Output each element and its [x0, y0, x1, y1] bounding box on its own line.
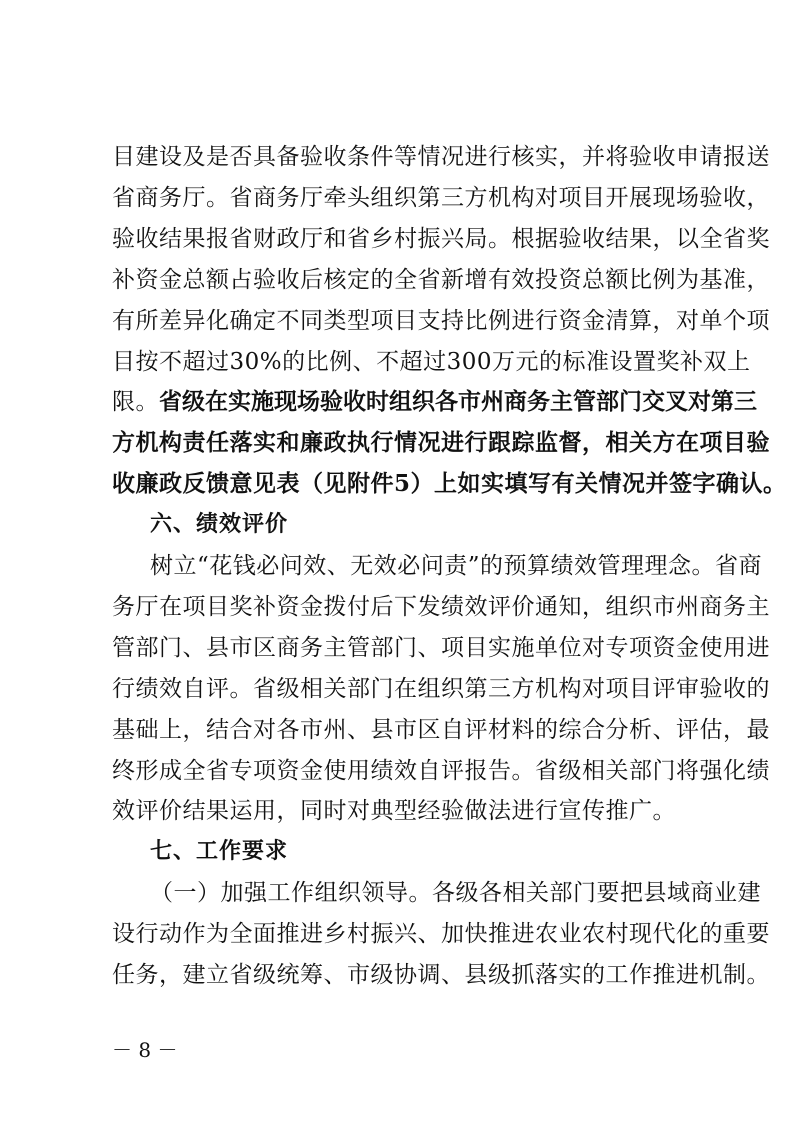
body-line-mixed	[112, 382, 757, 422]
section-heading-requirements: 七、工作要求	[150, 839, 289, 864]
body-line: 有所差异化确定不同类型项目支持比例进行资金清算，对单个项	[112, 308, 770, 334]
bold-line: 收廉政反馈意见表（见附件5）上如实填写有关情况并签字确认。	[112, 470, 787, 497]
page-number: － 8 －	[112, 1038, 178, 1062]
body-line: 树立“花钱必问效、无效必问责”的预算绩效管理理念。省商	[150, 553, 763, 579]
body-line: 管部门、县市区商务主管部门、项目实施单位对专项资金使用进	[112, 635, 770, 661]
body-text: 限。	[112, 389, 159, 415]
bold-text: 省级在实施现场验收时组织各市州商务主管部门交叉对第三	[159, 388, 757, 415]
body-line: 省商务厅。省商务厅牵头组织第三方机构对项目开展现场验收，	[112, 185, 770, 211]
bold-line: 方机构责任落实和廉政执行情况进行跟踪监督，相关方在项目验	[112, 429, 770, 456]
body-line: 目按不超过30%的比例、不超过300万元的标准设置奖补双上	[112, 349, 751, 375]
body-line: 基础上，结合对各市州、县市区自评材料的综合分析、评估，最	[112, 717, 770, 743]
section-heading-performance: 六、绩效评价	[150, 512, 289, 537]
body-line: 效评价结果运用，同时对典型经验做法进行宣传推广。	[112, 798, 676, 824]
body-line: 行绩效自评。省级相关部门在组织第三方机构对项目评审验收的	[112, 676, 770, 702]
body-line: 设行动作为全面推进乡村振兴、加快推进农业农村现代化的重要	[112, 921, 770, 947]
body-line: 任务，建立省级统筹、市级协调、县级抓落实的工作推进机制。	[112, 962, 770, 988]
body-line: 验收结果报省财政厅和省乡村振兴局。根据验收结果，以全省奖	[112, 226, 770, 252]
body-line: 目建设及是否具备验收条件等情况进行核实，并将验收申请报送	[112, 144, 770, 170]
body-line: 终形成全省专项资金使用绩效自评报告。省级相关部门将强化绩	[112, 758, 770, 784]
body-line: 补资金总额占验收后核定的全省新增有效投资总额比例为基准，	[112, 267, 770, 293]
body-line: （一）加强工作组织领导。各级各相关部门要把县域商业建	[150, 880, 761, 906]
body-line: 务厅在项目奖补资金拨付后下发绩效评价通知，组织市州商务主	[112, 594, 770, 620]
